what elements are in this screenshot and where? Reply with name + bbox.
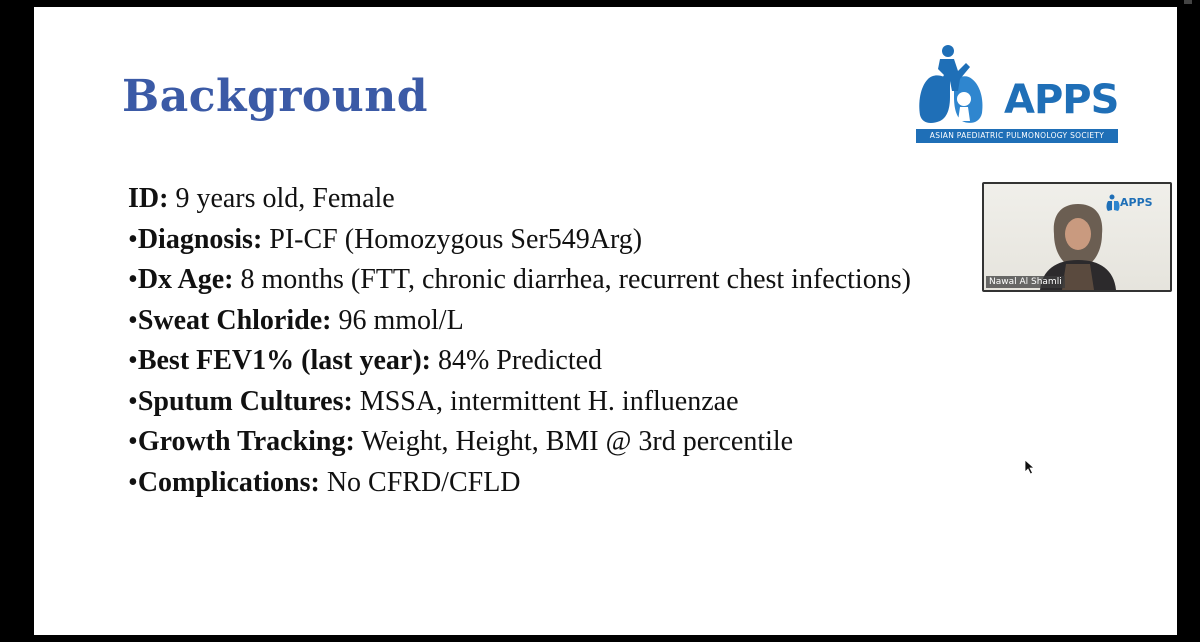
presentation-slide <box>34 7 1177 635</box>
list-item: •Growth Tracking: Weight, Height, BMI @ 3rd percentile <box>128 426 794 457</box>
list-item: •Sputum Cultures: MSSA, intermittent H. influenzae <box>128 385 739 417</box>
background-list <box>128 179 928 503</box>
list-item: •Diagnosis: PI-CF (Homozygous Ser549Arg) <box>128 223 643 255</box>
window-edge-marker <box>1184 0 1192 4</box>
logo-wordmark: APPS <box>1004 77 1119 123</box>
apps-logo <box>914 41 1120 141</box>
list-item: ID: 9 years old, Female <box>128 183 395 214</box>
participant-name-label: Nawal Al Shamli <box>986 276 1065 288</box>
video-apps-logo: APPS <box>1106 192 1160 218</box>
slide-title: Background <box>122 71 429 122</box>
list-item: •Sweat Chloride: 96 mmol/L <box>128 304 464 336</box>
list-item: •Best FEV1% (last year): 84% Predicted <box>128 345 603 376</box>
mini-lungs-icon <box>1106 194 1120 212</box>
list-item: •Complications: No CFRD/CFLD <box>128 466 521 498</box>
mouse-pointer-icon <box>1024 459 1036 475</box>
lungs-child-logo-icon <box>914 41 1004 131</box>
speaker-video-tile[interactable] <box>982 182 1172 292</box>
logo-subtitle: ASIAN PAEDIATRIC PULMONOLOGY SOCIETY <box>916 129 1118 143</box>
list-item: •Dx Age: 8 months (FTT, chronic diarrhea, recurrent chest infections) <box>128 264 911 295</box>
